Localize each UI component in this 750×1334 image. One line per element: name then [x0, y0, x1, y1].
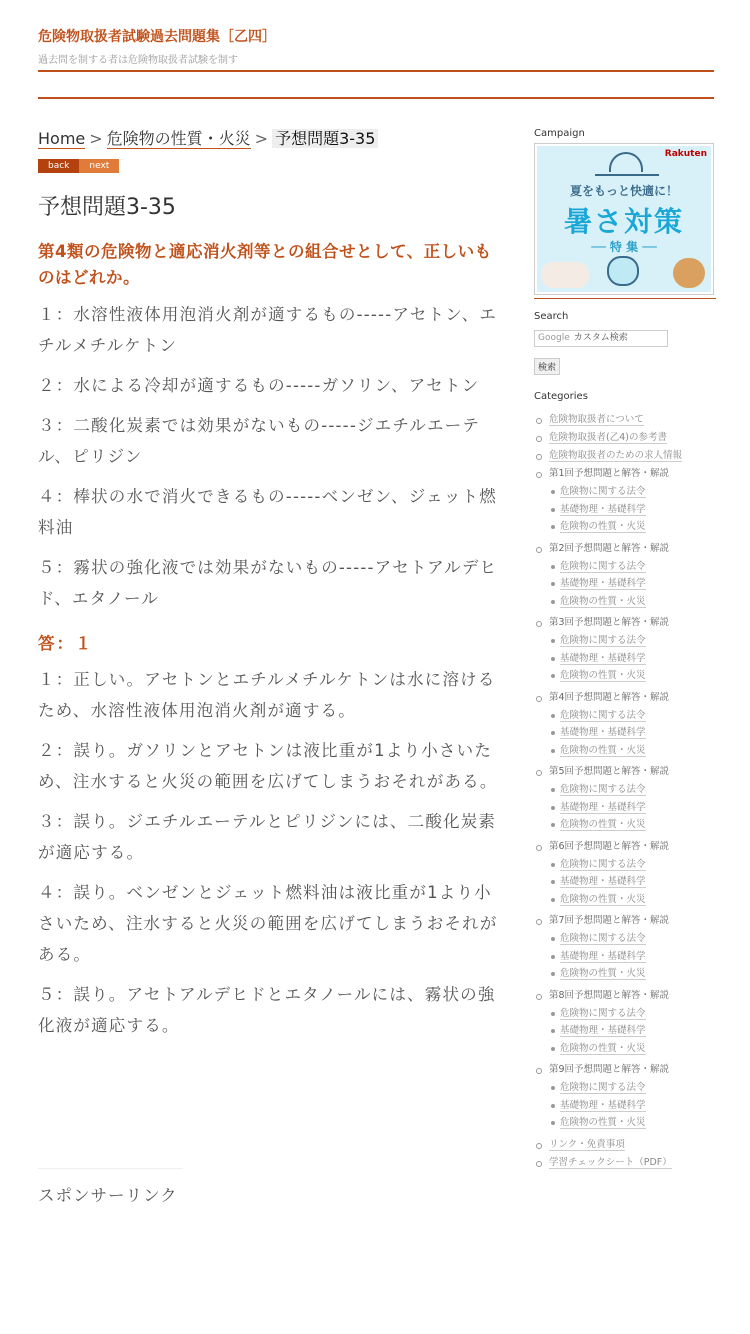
subcategory-link[interactable]: 危険物の性質・火災 [560, 1042, 646, 1054]
list-item [549, 1097, 716, 1115]
category-list [534, 411, 716, 1172]
subcategory-list [549, 781, 716, 834]
category-group [534, 540, 716, 611]
list-item [549, 558, 716, 576]
subcategory-list [549, 707, 716, 760]
search-heading: Search [534, 311, 569, 322]
list-item [549, 483, 716, 501]
google-logo: Google [538, 333, 570, 343]
subcategory-link[interactable]: 危険物に関する法令 [560, 1007, 646, 1019]
explanation-item: ２：誤り。ガソリンとアセトンは液比重が1より小さいため、注水すると火災の範囲を広げてしまうおそれがある。 [38, 741, 498, 791]
list-item [534, 1154, 716, 1172]
campaign-banner[interactable] [534, 143, 714, 295]
subcategory-list [549, 930, 716, 983]
list-item [549, 518, 716, 536]
subcategory-link[interactable]: 危険物に関する法令 [560, 858, 646, 870]
subcategory-link[interactable]: 基礎物理・基礎科学 [560, 652, 646, 664]
category-link[interactable]: 危険物取扱者(乙4)の参考書 [549, 432, 667, 443]
breadcrumb-category-link[interactable]: 危険物の性質・火災 [106, 129, 251, 148]
category-group [534, 763, 716, 834]
list-item [549, 501, 716, 519]
main-content [38, 128, 498, 1050]
banner-image [537, 146, 711, 292]
category-link[interactable]: 危険物取扱者について [549, 414, 644, 425]
list-item [549, 891, 716, 909]
dog-icon [673, 258, 705, 288]
list-item [549, 873, 716, 891]
subcategory-link[interactable]: 危険物の性質・火災 [560, 893, 646, 905]
subcategory-link[interactable]: 危険物の性質・火災 [560, 968, 646, 979]
page-title: 予想問題3-35 [38, 195, 176, 220]
pillow-icon [541, 262, 589, 288]
campaign-heading: Campaign [534, 128, 585, 139]
subcategory-list [549, 1079, 716, 1132]
list-item [549, 707, 716, 725]
category-group [534, 987, 716, 1058]
list-item [534, 429, 716, 447]
site-description: 過去問を制する者は危険物取扱者試験を制す [38, 55, 238, 66]
subcategory-link[interactable]: 危険物に関する法令 [560, 635, 646, 646]
list-item [549, 667, 716, 685]
subcategory-link[interactable]: 基礎物理・基礎科学 [560, 578, 646, 589]
list-item [549, 856, 716, 874]
list-item [549, 632, 716, 650]
category-link[interactable]: 危険物取扱者のための求人情報 [549, 450, 683, 461]
category-group-title: 第4回予想問題と解答・解説 [549, 691, 670, 703]
category-group [534, 689, 716, 760]
back-button[interactable]: back [38, 159, 79, 173]
subcategory-link[interactable]: 基礎物理・基礎科学 [560, 950, 646, 962]
option-item: ４：棒状の水で消火できるもの-----ベンゼン、ジェット燃料油 [38, 487, 497, 537]
category-group-title: 第3回予想問題と解答・解説 [549, 617, 670, 628]
site-title-link[interactable]: 危険物取扱者試験過去問題集［乙四］ [38, 29, 276, 45]
category-group [534, 614, 716, 685]
option-item: ２：水による冷却が適するもの-----ガソリン、アセトン [38, 376, 480, 395]
explanation-item: ３：誤り。ジエチルエーテルとピリジンには、二酸化炭素が適応する。 [38, 812, 497, 862]
list-item [549, 965, 716, 983]
rakuten-logo: Rakuten [664, 149, 707, 159]
subcategory-link[interactable]: 危険物に関する法令 [560, 709, 646, 721]
category-group-title: 第1回予想問題と解答・解説 [549, 468, 670, 479]
category-group [534, 838, 716, 909]
answer-heading: 答：１ [38, 634, 94, 653]
list-item [549, 948, 716, 966]
category-group-title: 第5回予想問題と解答・解説 [549, 766, 670, 777]
category-link[interactable]: 学習チェックシート（PDF） [549, 1156, 672, 1168]
list-item [549, 1079, 716, 1097]
list-item [549, 1005, 716, 1023]
nav-divider [38, 97, 714, 99]
explanation-item: ４：誤り。ベンゼンとジェット燃料油は液比重が1より小さいため、注水すると火災の範囲を広げてしまうおそれがある。 [38, 883, 498, 964]
subcategory-link[interactable]: 危険物に関する法令 [560, 933, 646, 944]
option-item: ３：二酸化炭素では効果がないもの-----ジエチルエーテル、ピリジン [38, 416, 481, 466]
subcategory-list [549, 483, 716, 536]
subcategory-link[interactable]: 危険物の性質・火災 [560, 819, 646, 830]
list-item [549, 1022, 716, 1040]
explanation-item: ５：誤り。アセトアルデヒドとエタノールには、霧状の強化液が適応する。 [38, 985, 496, 1035]
list-item [549, 650, 716, 668]
sponsor-label: スポンサーリンク [38, 1186, 178, 1205]
category-group-title: 第7回予想問題と解答・解説 [549, 915, 670, 926]
list-item [549, 1114, 716, 1132]
subcategory-link[interactable]: 危険物の性質・火災 [560, 521, 646, 532]
list-item [549, 724, 716, 742]
list-item [549, 799, 716, 817]
categories-heading: Categories [534, 391, 588, 402]
answer-options [38, 299, 498, 614]
subcategory-list [549, 632, 716, 685]
subcategory-link[interactable]: 危険物に関する法令 [560, 784, 646, 795]
search-button[interactable]: 検索 [534, 358, 560, 375]
subcategory-link[interactable]: 基礎物理・基礎科学 [560, 1025, 646, 1036]
category-group [534, 912, 716, 983]
subcategory-link[interactable]: 危険物の性質・火災 [560, 1117, 646, 1128]
question-text: 第4類の危険物と適応消火剤等との組合せとして、正しいものはどれか。 [38, 242, 492, 287]
breadcrumb-separator: > [254, 129, 269, 148]
category-group [534, 465, 716, 536]
subcategory-list [549, 856, 716, 909]
list-item [549, 593, 716, 611]
sidebar-divider [534, 298, 716, 299]
explanations [38, 664, 498, 1041]
subcategory-list [549, 1005, 716, 1058]
search-placeholder: カスタム検索 [573, 333, 628, 343]
sun-icon [609, 152, 643, 172]
list-item [534, 1136, 716, 1154]
list-item [549, 575, 716, 593]
wave-icon [595, 174, 659, 176]
subcategory-link[interactable]: 危険物に関する法令 [560, 560, 646, 572]
category-group [534, 1061, 716, 1132]
category-link[interactable]: リンク・免責事項 [549, 1138, 625, 1150]
breadcrumb-home-link[interactable]: Home [38, 129, 86, 148]
category-group-title: 第9回予想問題と解答・解説 [549, 1064, 670, 1075]
subcategory-link[interactable]: 危険物に関する法令 [560, 1082, 646, 1093]
subcategory-link[interactable]: 基礎物理・基礎科学 [560, 727, 646, 738]
category-group-title: 第2回予想問題と解答・解説 [549, 542, 670, 554]
list-item [549, 781, 716, 799]
explanation-item: １：正しい。アセトンとエチルメチルケトンは水に溶けるため、水溶性液体用泡消火剤が適する。 [38, 670, 496, 720]
subcategory-link[interactable]: 基礎物理・基礎科学 [560, 876, 646, 887]
subcategory-link[interactable]: 基礎物理・基礎科学 [560, 503, 646, 515]
list-item [549, 1040, 716, 1058]
list-item [549, 816, 716, 834]
subcategory-link[interactable]: 危険物に関する法令 [560, 486, 646, 497]
header-divider [38, 70, 714, 72]
banner-headline: 暑さ対策 [563, 205, 684, 238]
subcategory-link[interactable]: 危険物の性質・火災 [560, 595, 646, 607]
category-group-title: 第6回予想問題と解答・解説 [549, 840, 670, 852]
subcategory-link[interactable]: 基礎物理・基礎科学 [560, 801, 646, 813]
category-group-title: 第8回予想問題と解答・解説 [549, 989, 670, 1001]
next-button[interactable]: next [79, 159, 119, 173]
option-item: １：水溶性液体用泡消火剤が適するもの-----アセトン、エチルメチルケトン [38, 305, 498, 355]
list-item [549, 930, 716, 948]
post-pager [38, 159, 498, 173]
subcategory-link[interactable]: 危険物の性質・火災 [560, 670, 646, 681]
subcategory-link[interactable]: 基礎物理・基礎科学 [560, 1099, 646, 1111]
bear-icon [607, 256, 639, 286]
list-item [549, 742, 716, 760]
sidebar [534, 128, 716, 1172]
subcategory-list [549, 558, 716, 611]
breadcrumb-separator: > [89, 129, 103, 148]
breadcrumb [38, 128, 498, 150]
search-input[interactable] [534, 330, 668, 347]
list-item [534, 411, 716, 429]
list-item [534, 447, 716, 465]
sponsor-divider [38, 1168, 183, 1169]
banner-tagline: 夏をもっと快適に！ [569, 184, 678, 198]
site-header [38, 26, 714, 66]
option-item: ５：霧状の強化液では効果がないもの-----アセトアルデヒド、エタノール [38, 558, 498, 608]
subcategory-link[interactable]: 危険物の性質・火災 [560, 744, 646, 756]
banner-subline: ── 特 集 ── [591, 240, 657, 254]
breadcrumb-current: 予想問題3-35 [272, 129, 378, 148]
